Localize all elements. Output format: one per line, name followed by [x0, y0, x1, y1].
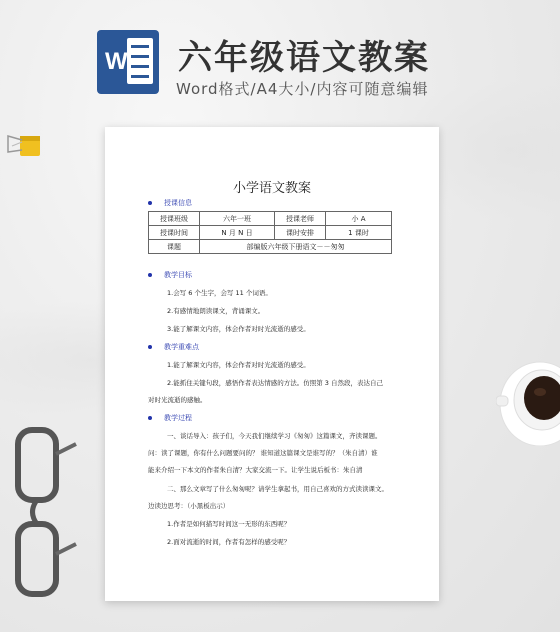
paragraph: 对时光流逝的感触。	[148, 396, 207, 404]
word-logo-letter: W	[105, 48, 128, 75]
bullet-icon	[148, 273, 152, 277]
table-row: 课题 部编版六年级下册语文－－匆匆	[149, 240, 392, 254]
paragraph: 3.能了解课文内容，体会作者对时光流逝的感受。	[167, 325, 310, 333]
banner-title: 六年级语文教案	[178, 38, 430, 78]
bullet-icon	[148, 201, 152, 205]
binder-clip-icon	[6, 132, 42, 160]
section-heading-goals: 教学目标	[148, 270, 192, 280]
paragraph: 1.会写 6 个生字，会写 11 个词语。	[167, 289, 272, 297]
paragraph: 2.有感情地朗读课文，背诵课文。	[167, 307, 265, 315]
paragraph: 二、那么文章写了什么匆匆呢？请学生拿起书，用自己喜欢的方式读读课文。	[167, 485, 388, 493]
section-heading-keypoints: 教学重难点	[148, 342, 199, 352]
paragraph: 边读边思考：（小黑板出示）	[148, 502, 230, 510]
paragraph: 1.能了解课文内容，体会作者对时光流逝的感受。	[167, 361, 310, 369]
paragraph: 2.面对流逝的时间，作者有怎样的感受呢？	[167, 538, 291, 546]
bullet-icon	[148, 416, 152, 420]
section-heading-process: 教学过程	[148, 413, 192, 423]
eyeglasses-icon	[8, 424, 78, 604]
bullet-icon	[148, 345, 152, 349]
paragraph: 1.作者是如何描写时间这一无形的东西呢？	[167, 520, 291, 528]
table-row: 授课时间 N 月 N 日 课时安排 1 课时	[149, 226, 392, 240]
document-page	[105, 127, 439, 601]
paragraph: 一、谈话导入：孩子们，今天我们继续学习《匆匆》这篇课文，齐读课题。	[167, 432, 382, 440]
paragraph: 能来介绍一下本文的作者朱自清？大家交流一下。让学生说后板书：朱自清	[148, 466, 363, 474]
paragraph: 问：读了课题，你有什么问题要问的？ 谁知道这篇课文是谁写的？（朱自清）谁	[148, 449, 378, 457]
coffee-cup-icon	[496, 356, 560, 446]
banner-subtitle: Word格式/A4大小/内容可随意编辑	[176, 80, 429, 98]
table-row: 授课班级 六年一班 授课老师 小 A	[149, 212, 392, 226]
info-table	[148, 211, 392, 254]
word-logo-icon	[97, 30, 159, 94]
paragraph: 2.能抓住关键句段，感悟作者表达情感的方法。仿照第 3 自然段，表达自己	[167, 379, 383, 387]
section-heading-info: 授课信息	[148, 198, 192, 208]
document-title: 小学语文教案	[232, 181, 311, 196]
